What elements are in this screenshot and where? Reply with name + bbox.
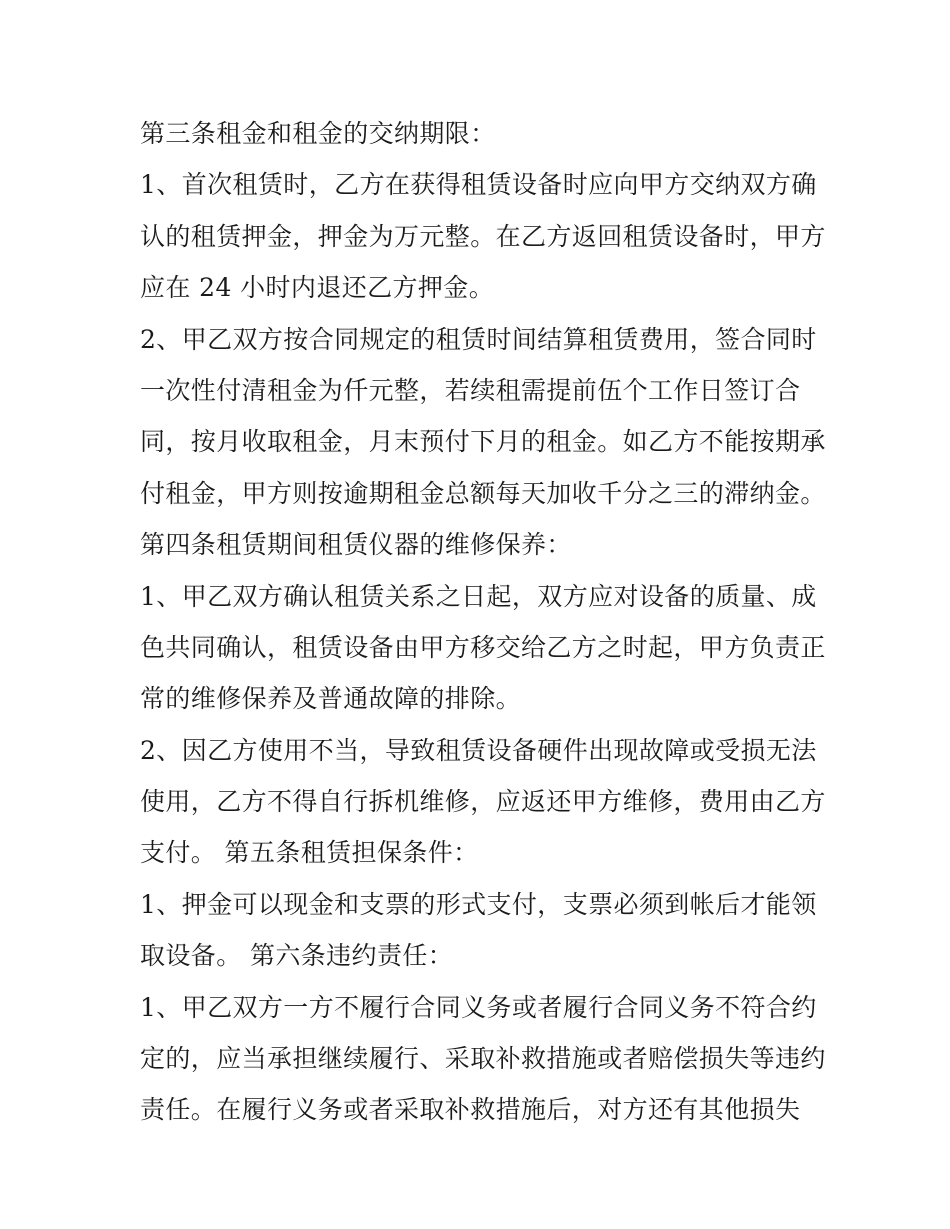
text-line-article-3-heading: 第三条租金和租金的交纳期限： bbox=[140, 119, 496, 148]
text-line: 1、押金可以现金和支票的形式支付，支票必须到帐后才能领 bbox=[140, 889, 817, 919]
text-line: 责任。在履行义务或者采取补救措施后，对方还有其他损失 bbox=[140, 1095, 801, 1125]
text-line: 认的租赁押金，押金为万元整。在乙方返回租赁设备时，甲方 bbox=[140, 221, 826, 251]
text-line: 定的，应当承担继续履行、采取补救措施或者赔偿损失等违约 bbox=[140, 1044, 826, 1074]
text-line: 色共同确认，租赁设备由甲方移交给乙方之时起，甲方负责正 bbox=[140, 632, 826, 662]
text-line: 一次性付清租金为仟元整，若续租需提前伍个工作日签订合 bbox=[140, 375, 801, 405]
text-line-article-4-heading: 第四条租赁期间租赁仪器的维修保养： bbox=[140, 530, 572, 560]
text-line: 同，按月收取租金，月末预付下月的租金。如乙方不能按期承 bbox=[140, 427, 826, 457]
text-line: 常的维修保养及普通故障的排除。 bbox=[140, 684, 522, 714]
text-line: 1、甲乙双方一方不履行合同义务或者履行合同义务不符合约 bbox=[140, 992, 817, 1022]
text-line: 2、因乙方使用不当，导致租赁设备硬件出现故障或受损无法 bbox=[140, 735, 817, 765]
text-line: 支付。 第五条租赁担保条件： bbox=[140, 838, 479, 868]
text-line: 取设备。 第六条违约责任： bbox=[140, 941, 454, 971]
text-line: 2、甲乙双方按合同规定的租赁时间结算租赁费用，签合同时 bbox=[140, 324, 817, 354]
document-body bbox=[140, 108, 830, 1136]
text-line: 使用，乙方不得自行拆机维修，应返还甲方维修，费用由乙方 bbox=[140, 787, 826, 817]
text-line: 应在 24 小时内退还乙方押金。 bbox=[140, 273, 495, 303]
text-line: 付租金，甲方则按逾期租金总额每天加收千分之三的滞纳金。 bbox=[140, 478, 826, 508]
text-line: 1、甲乙双方确认租赁关系之日起，双方应对设备的质量、成 bbox=[140, 581, 817, 611]
text-line: 1、首次租赁时，乙方在获得租赁设备时应向甲方交纳双方确 bbox=[140, 170, 817, 200]
